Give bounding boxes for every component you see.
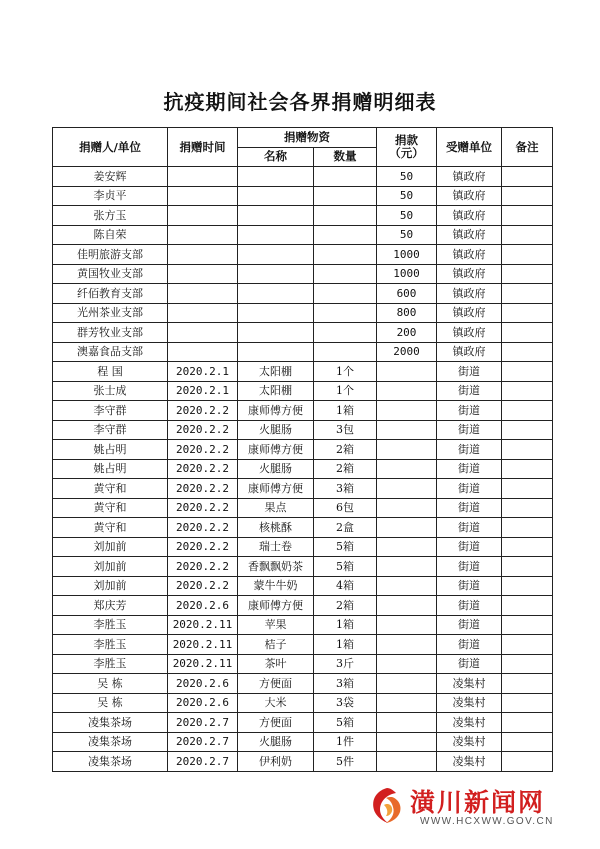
cell-note bbox=[502, 596, 553, 616]
cell-recipient: 镇政府 bbox=[437, 186, 502, 206]
table-row bbox=[53, 245, 553, 265]
cell-qty bbox=[314, 284, 377, 304]
cell-qty: 2箱 bbox=[314, 459, 377, 479]
cell-amount: 50 bbox=[377, 206, 437, 226]
cell-donor: 群芳牧业支部 bbox=[53, 323, 168, 343]
header-goods-qty: 数量 bbox=[314, 147, 377, 167]
cell-note bbox=[502, 752, 553, 772]
cell-qty: 1箱 bbox=[314, 401, 377, 421]
cell-qty bbox=[314, 167, 377, 187]
cell-recipient: 镇政府 bbox=[437, 167, 502, 187]
table-row bbox=[53, 557, 553, 577]
cell-time: 2020.2.2 bbox=[168, 576, 238, 596]
cell-time bbox=[168, 264, 238, 284]
cell-donor: 程 国 bbox=[53, 362, 168, 382]
table-row bbox=[53, 635, 553, 655]
cell-note bbox=[502, 732, 553, 752]
cell-time: 2020.2.11 bbox=[168, 654, 238, 674]
cell-name: 火腿肠 bbox=[238, 420, 314, 440]
table-row bbox=[53, 693, 553, 713]
cell-name: 康师傅方便 bbox=[238, 440, 314, 460]
table-row bbox=[53, 225, 553, 245]
cell-note bbox=[502, 615, 553, 635]
cell-recipient: 凌集村 bbox=[437, 752, 502, 772]
cell-note bbox=[502, 635, 553, 655]
cell-recipient: 镇政府 bbox=[437, 264, 502, 284]
cell-qty: 5箱 bbox=[314, 713, 377, 733]
cell-recipient: 镇政府 bbox=[437, 206, 502, 226]
cell-amount bbox=[377, 752, 437, 772]
cell-name: 核桃酥 bbox=[238, 518, 314, 538]
logo-url: WWW.HCXWW.GOV.CN bbox=[420, 816, 554, 827]
cell-name: 康师傅方便 bbox=[238, 479, 314, 499]
table-row bbox=[53, 752, 553, 772]
cell-amount bbox=[377, 537, 437, 557]
cell-name: 康师傅方便 bbox=[238, 596, 314, 616]
cell-qty: 1个 bbox=[314, 362, 377, 382]
cell-name bbox=[238, 342, 314, 362]
cell-note bbox=[502, 459, 553, 479]
cell-donor: 郑庆芳 bbox=[53, 596, 168, 616]
header-goods-name: 名称 bbox=[238, 147, 314, 167]
cell-donor: 张方玉 bbox=[53, 206, 168, 226]
cell-qty: 2箱 bbox=[314, 440, 377, 460]
cell-donor: 张士成 bbox=[53, 381, 168, 401]
cell-amount: 50 bbox=[377, 225, 437, 245]
cell-note bbox=[502, 381, 553, 401]
cell-recipient: 街道 bbox=[437, 576, 502, 596]
table-row bbox=[53, 498, 553, 518]
logo-text: 潢川新闻网 bbox=[410, 788, 546, 817]
cell-recipient: 街道 bbox=[437, 537, 502, 557]
header-time: 捐赠时间 bbox=[168, 128, 238, 167]
cell-note bbox=[502, 479, 553, 499]
cell-amount bbox=[377, 362, 437, 382]
cell-amount: 2000 bbox=[377, 342, 437, 362]
cell-name: 方便面 bbox=[238, 713, 314, 733]
cell-time: 2020.2.11 bbox=[168, 615, 238, 635]
table-row bbox=[53, 654, 553, 674]
cell-qty: 3袋 bbox=[314, 693, 377, 713]
cell-amount bbox=[377, 674, 437, 694]
cell-note bbox=[502, 537, 553, 557]
cell-name: 太阳棚 bbox=[238, 381, 314, 401]
cell-donor: 黄国牧业支部 bbox=[53, 264, 168, 284]
cell-donor: 澳嘉食品支部 bbox=[53, 342, 168, 362]
cell-qty bbox=[314, 186, 377, 206]
cell-amount bbox=[377, 713, 437, 733]
cell-note bbox=[502, 576, 553, 596]
cell-amount bbox=[377, 498, 437, 518]
cell-donor: 刘加前 bbox=[53, 576, 168, 596]
header-note: 备注 bbox=[502, 128, 553, 167]
cell-qty: 1箱 bbox=[314, 635, 377, 655]
cell-name bbox=[238, 167, 314, 187]
cell-recipient: 街道 bbox=[437, 362, 502, 382]
table-row bbox=[53, 518, 553, 538]
cell-note bbox=[502, 498, 553, 518]
cell-donor: 凌集茶场 bbox=[53, 752, 168, 772]
cell-qty: 2箱 bbox=[314, 596, 377, 616]
cell-donor: 黄守和 bbox=[53, 518, 168, 538]
cell-amount bbox=[377, 479, 437, 499]
table-row bbox=[53, 323, 553, 343]
header-amount: 捐款（元） bbox=[377, 128, 437, 167]
cell-time: 2020.2.2 bbox=[168, 518, 238, 538]
cell-time: 2020.2.6 bbox=[168, 693, 238, 713]
cell-name: 方便面 bbox=[238, 674, 314, 694]
cell-qty: 3包 bbox=[314, 420, 377, 440]
cell-amount bbox=[377, 576, 437, 596]
cell-donor: 佳明旅游支部 bbox=[53, 245, 168, 265]
table-row bbox=[53, 362, 553, 382]
cell-note bbox=[502, 342, 553, 362]
cell-time: 2020.2.7 bbox=[168, 713, 238, 733]
cell-recipient: 街道 bbox=[437, 459, 502, 479]
cell-amount bbox=[377, 596, 437, 616]
cell-note bbox=[502, 654, 553, 674]
cell-name: 果点 bbox=[238, 498, 314, 518]
table-body bbox=[53, 167, 553, 772]
cell-name bbox=[238, 186, 314, 206]
cell-name: 苹果 bbox=[238, 615, 314, 635]
cell-note bbox=[502, 713, 553, 733]
cell-amount bbox=[377, 381, 437, 401]
cell-note bbox=[502, 186, 553, 206]
cell-donor: 李贞平 bbox=[53, 186, 168, 206]
cell-time: 2020.2.7 bbox=[168, 732, 238, 752]
logo-mark-icon bbox=[366, 785, 408, 827]
cell-recipient: 镇政府 bbox=[437, 225, 502, 245]
cell-qty: 5箱 bbox=[314, 537, 377, 557]
cell-name: 瑞士卷 bbox=[238, 537, 314, 557]
cell-qty: 3箱 bbox=[314, 479, 377, 499]
cell-time bbox=[168, 245, 238, 265]
cell-donor: 黄守和 bbox=[53, 479, 168, 499]
cell-note bbox=[502, 245, 553, 265]
cell-amount bbox=[377, 615, 437, 635]
cell-name bbox=[238, 284, 314, 304]
cell-recipient: 凌集村 bbox=[437, 713, 502, 733]
cell-name: 香飘飘奶茶 bbox=[238, 557, 314, 577]
table-row bbox=[53, 479, 553, 499]
cell-recipient: 凌集村 bbox=[437, 674, 502, 694]
cell-recipient: 街道 bbox=[437, 635, 502, 655]
table-row bbox=[53, 420, 553, 440]
cell-donor: 凌集茶场 bbox=[53, 713, 168, 733]
cell-name bbox=[238, 225, 314, 245]
cell-donor: 李胜玉 bbox=[53, 615, 168, 635]
table-row bbox=[53, 381, 553, 401]
cell-time bbox=[168, 303, 238, 323]
cell-time: 2020.2.1 bbox=[168, 381, 238, 401]
cell-qty: 3箱 bbox=[314, 674, 377, 694]
cell-name bbox=[238, 303, 314, 323]
cell-qty: 5件 bbox=[314, 752, 377, 772]
cell-note bbox=[502, 440, 553, 460]
cell-time: 2020.2.2 bbox=[168, 498, 238, 518]
cell-amount bbox=[377, 635, 437, 655]
table-row bbox=[53, 342, 553, 362]
cell-amount: 1000 bbox=[377, 264, 437, 284]
cell-donor: 光州茶业支部 bbox=[53, 303, 168, 323]
cell-name bbox=[238, 323, 314, 343]
header-goods: 捐赠物资 bbox=[238, 128, 377, 148]
cell-time: 2020.2.2 bbox=[168, 459, 238, 479]
cell-donor: 刘加前 bbox=[53, 557, 168, 577]
cell-name: 火腿肠 bbox=[238, 732, 314, 752]
cell-name: 大米 bbox=[238, 693, 314, 713]
cell-time: 2020.2.2 bbox=[168, 479, 238, 499]
cell-recipient: 镇政府 bbox=[437, 323, 502, 343]
cell-time bbox=[168, 284, 238, 304]
cell-note bbox=[502, 557, 553, 577]
header-recipient: 受赠单位 bbox=[437, 128, 502, 167]
cell-recipient: 凌集村 bbox=[437, 732, 502, 752]
cell-recipient: 街道 bbox=[437, 381, 502, 401]
table-row bbox=[53, 303, 553, 323]
cell-amount: 1000 bbox=[377, 245, 437, 265]
cell-qty: 6包 bbox=[314, 498, 377, 518]
cell-name: 茶叶 bbox=[238, 654, 314, 674]
cell-name: 伊利奶 bbox=[238, 752, 314, 772]
cell-qty: 2盒 bbox=[314, 518, 377, 538]
cell-time: 2020.2.2 bbox=[168, 420, 238, 440]
site-logo bbox=[366, 783, 572, 835]
cell-amount: 50 bbox=[377, 186, 437, 206]
table-row bbox=[53, 401, 553, 421]
cell-time: 2020.2.2 bbox=[168, 401, 238, 421]
table-row bbox=[53, 674, 553, 694]
cell-recipient: 街道 bbox=[437, 479, 502, 499]
cell-name bbox=[238, 264, 314, 284]
cell-recipient: 镇政府 bbox=[437, 303, 502, 323]
cell-qty: 4箱 bbox=[314, 576, 377, 596]
cell-amount bbox=[377, 459, 437, 479]
cell-donor: 姚占明 bbox=[53, 440, 168, 460]
table-row bbox=[53, 615, 553, 635]
cell-time: 2020.2.7 bbox=[168, 752, 238, 772]
cell-time: 2020.2.6 bbox=[168, 674, 238, 694]
cell-donor: 李胜玉 bbox=[53, 654, 168, 674]
cell-recipient: 街道 bbox=[437, 420, 502, 440]
table-row bbox=[53, 264, 553, 284]
cell-note bbox=[502, 303, 553, 323]
cell-recipient: 街道 bbox=[437, 557, 502, 577]
cell-time bbox=[168, 206, 238, 226]
cell-donor: 姚占明 bbox=[53, 459, 168, 479]
cell-note bbox=[502, 284, 553, 304]
table-row bbox=[53, 186, 553, 206]
cell-qty bbox=[314, 225, 377, 245]
cell-recipient: 街道 bbox=[437, 401, 502, 421]
cell-donor: 纤佰教育支部 bbox=[53, 284, 168, 304]
cell-time: 2020.2.11 bbox=[168, 635, 238, 655]
cell-note bbox=[502, 693, 553, 713]
cell-note bbox=[502, 674, 553, 694]
cell-qty: 3斤 bbox=[314, 654, 377, 674]
page-title: 抗疫期间社会各界捐赠明细表 bbox=[163, 90, 437, 114]
cell-name bbox=[238, 206, 314, 226]
cell-recipient: 街道 bbox=[437, 518, 502, 538]
cell-donor: 李守群 bbox=[53, 401, 168, 421]
cell-qty: 1箱 bbox=[314, 615, 377, 635]
cell-amount bbox=[377, 693, 437, 713]
cell-donor: 黄守和 bbox=[53, 498, 168, 518]
cell-time: 2020.2.1 bbox=[168, 362, 238, 382]
table-row bbox=[53, 537, 553, 557]
header-donor: 捐赠人/单位 bbox=[53, 128, 168, 167]
cell-name: 桔子 bbox=[238, 635, 314, 655]
cell-amount: 50 bbox=[377, 167, 437, 187]
cell-amount bbox=[377, 401, 437, 421]
cell-note bbox=[502, 420, 553, 440]
cell-name: 太阳棚 bbox=[238, 362, 314, 382]
cell-recipient: 凌集村 bbox=[437, 693, 502, 713]
cell-time bbox=[168, 342, 238, 362]
cell-recipient: 街道 bbox=[437, 654, 502, 674]
cell-donor: 凌集茶场 bbox=[53, 732, 168, 752]
cell-time: 2020.2.2 bbox=[168, 557, 238, 577]
cell-donor: 李胜玉 bbox=[53, 635, 168, 655]
cell-note bbox=[502, 518, 553, 538]
donation-table bbox=[52, 127, 553, 772]
cell-qty bbox=[314, 342, 377, 362]
table-row bbox=[53, 596, 553, 616]
cell-recipient: 镇政府 bbox=[437, 342, 502, 362]
cell-donor: 吴 栋 bbox=[53, 693, 168, 713]
cell-time: 2020.2.6 bbox=[168, 596, 238, 616]
table-row bbox=[53, 206, 553, 226]
cell-recipient: 街道 bbox=[437, 440, 502, 460]
cell-qty: 5箱 bbox=[314, 557, 377, 577]
table-row bbox=[53, 284, 553, 304]
table-row bbox=[53, 713, 553, 733]
table-row bbox=[53, 167, 553, 187]
cell-amount: 600 bbox=[377, 284, 437, 304]
cell-name: 蒙牛牛奶 bbox=[238, 576, 314, 596]
cell-amount bbox=[377, 732, 437, 752]
cell-recipient: 街道 bbox=[437, 615, 502, 635]
table-row bbox=[53, 732, 553, 752]
cell-time bbox=[168, 167, 238, 187]
cell-amount bbox=[377, 420, 437, 440]
cell-time bbox=[168, 186, 238, 206]
cell-amount bbox=[377, 557, 437, 577]
cell-note bbox=[502, 264, 553, 284]
cell-note bbox=[502, 225, 553, 245]
cell-recipient: 街道 bbox=[437, 596, 502, 616]
cell-note bbox=[502, 206, 553, 226]
cell-amount bbox=[377, 518, 437, 538]
cell-donor: 姜安辉 bbox=[53, 167, 168, 187]
cell-qty bbox=[314, 245, 377, 265]
cell-donor: 陈自荣 bbox=[53, 225, 168, 245]
cell-note bbox=[502, 362, 553, 382]
cell-qty bbox=[314, 206, 377, 226]
cell-note bbox=[502, 323, 553, 343]
cell-amount: 200 bbox=[377, 323, 437, 343]
cell-amount bbox=[377, 654, 437, 674]
cell-name bbox=[238, 245, 314, 265]
cell-donor: 刘加前 bbox=[53, 537, 168, 557]
cell-qty: 1个 bbox=[314, 381, 377, 401]
cell-amount: 800 bbox=[377, 303, 437, 323]
cell-name: 火腿肠 bbox=[238, 459, 314, 479]
table-row bbox=[53, 459, 553, 479]
cell-time: 2020.2.2 bbox=[168, 537, 238, 557]
cell-qty bbox=[314, 303, 377, 323]
cell-time bbox=[168, 323, 238, 343]
table-row bbox=[53, 576, 553, 596]
cell-qty: 1件 bbox=[314, 732, 377, 752]
cell-donor: 李守群 bbox=[53, 420, 168, 440]
cell-amount bbox=[377, 440, 437, 460]
cell-qty bbox=[314, 323, 377, 343]
cell-time bbox=[168, 225, 238, 245]
cell-recipient: 镇政府 bbox=[437, 245, 502, 265]
cell-time: 2020.2.2 bbox=[168, 440, 238, 460]
table-row bbox=[53, 440, 553, 460]
cell-note bbox=[502, 167, 553, 187]
cell-note bbox=[502, 401, 553, 421]
cell-name: 康师傅方便 bbox=[238, 401, 314, 421]
cell-donor: 吴 栋 bbox=[53, 674, 168, 694]
cell-recipient: 街道 bbox=[437, 498, 502, 518]
cell-recipient: 镇政府 bbox=[437, 284, 502, 304]
cell-qty bbox=[314, 264, 377, 284]
